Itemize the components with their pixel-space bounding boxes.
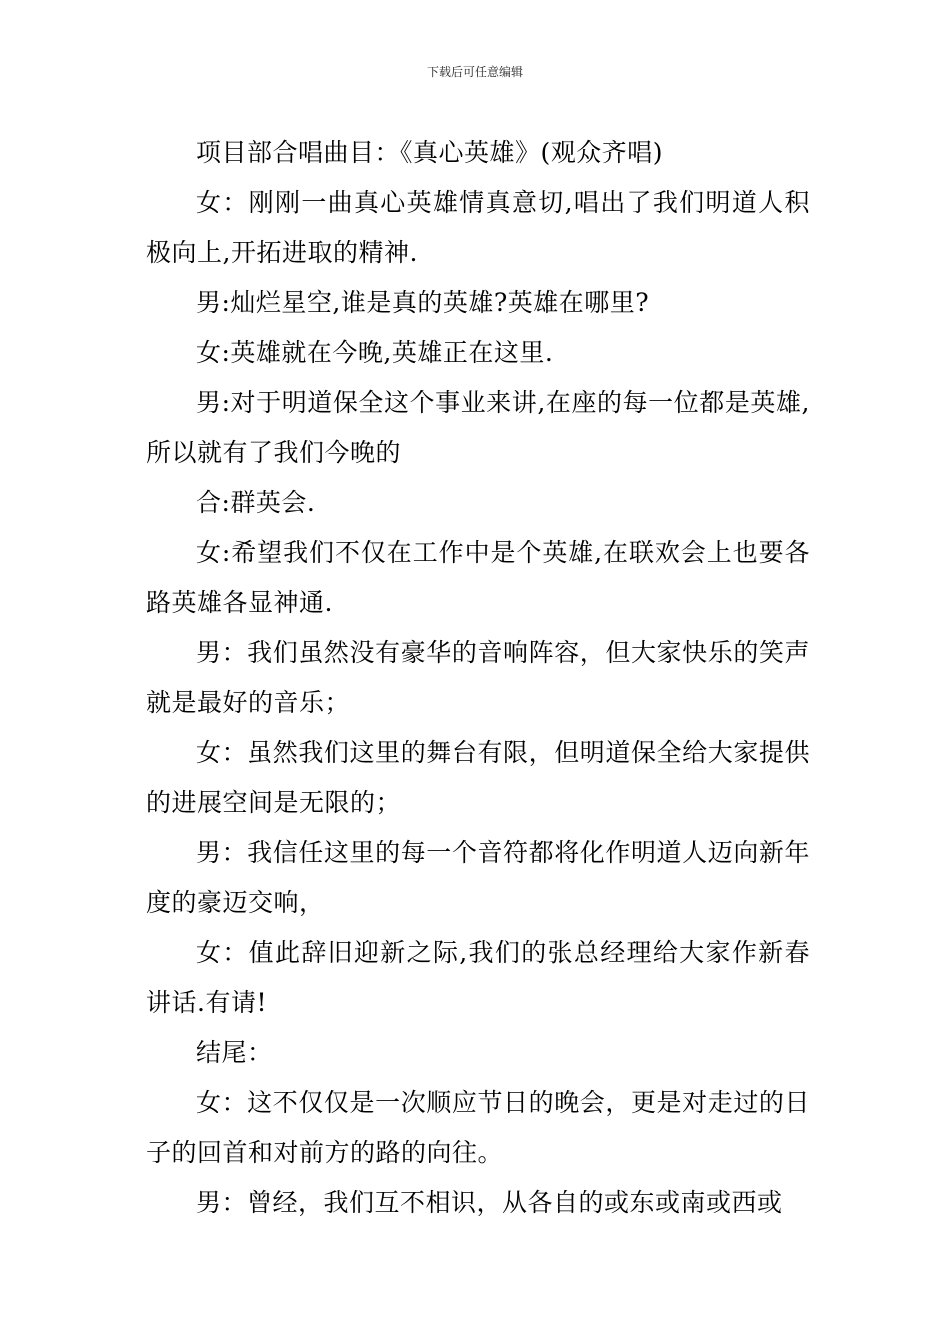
paragraph-female-2: 女:英雄就在今晚,英雄正在这里.	[196, 338, 554, 367]
paragraph-female-3: 女:希望我们不仅在工作中是个英雄,在联欢会上也要各路英雄各显神通.	[146, 538, 810, 617]
paragraph-male-1: 男:灿烂星空,谁是真的英雄?英雄在哪里?	[196, 288, 650, 317]
paragraph-male-2: 男:对于明道保全这个事业来讲,在座的每一位都是英雄,所以就有了我们今晚的	[146, 388, 810, 467]
document-body	[146, 128, 810, 1228]
paragraph-female-4: 女：虽然我们这里的舞台有限，但明道保全给大家提供的进展空间是无限的；	[146, 738, 810, 817]
paragraph-female-5: 女：值此辞旧迎新之际,我们的张总经理给大家作新春讲话.有请!	[146, 938, 810, 1017]
paragraph-female-6: 女：这不仅仅是一次顺应节日的晚会，更是对走过的日子的回首和对前方的路的向往。	[146, 1088, 810, 1167]
section-heading-ending: 结尾：	[196, 1038, 273, 1067]
paragraph-male-5: 男：曾经，我们互不相识，从各自的或东或南或西或	[196, 1188, 783, 1217]
page-header: 下载后可任意编辑	[426, 65, 523, 79]
paragraph-together: 合:群英会.	[196, 488, 316, 517]
paragraph-male-4: 男：我信任这里的每一个音符都将化作明道人迈向新年度的豪迈交响，	[146, 838, 810, 917]
paragraph-male-3: 男：我们虽然没有豪华的音响阵容，但大家快乐的笑声就是最好的音乐；	[146, 638, 810, 717]
paragraph-female-1: 女：刚刚一曲真心英雄情真意切,唱出了我们明道人积极向上,开拓进取的精神.	[146, 188, 810, 267]
paragraph-program-item: 项目部合唱曲目：《真心英雄》(观众齐唱)	[196, 138, 664, 167]
